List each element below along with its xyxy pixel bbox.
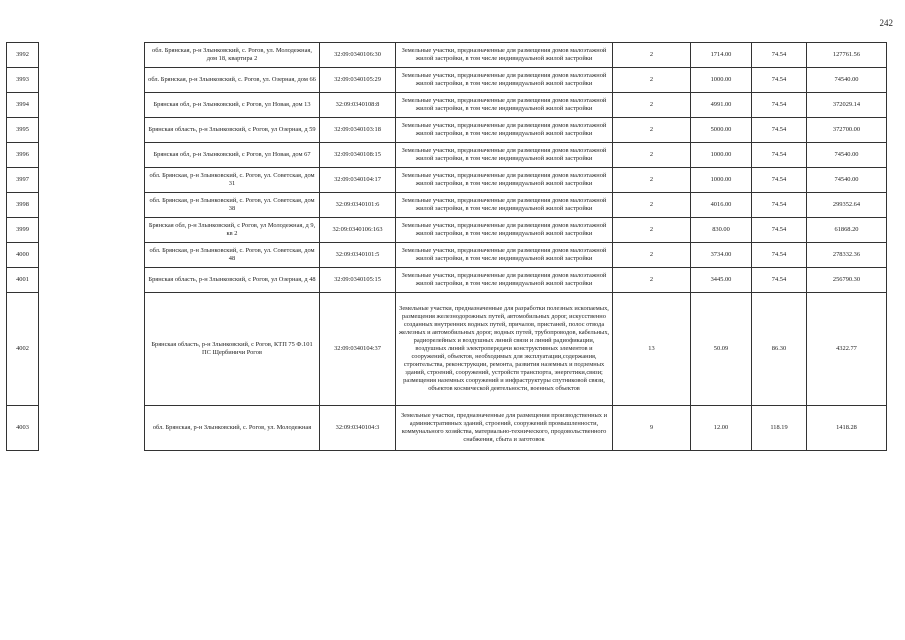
area-cell: 1000.00 [691,68,752,93]
cadastral-value-cell: 1418.28 [807,406,887,451]
cadastral-value-cell: 74540.00 [807,68,887,93]
row-number: 3999 [7,218,39,243]
land-use-cell: Земельные участки, предназначенные для размещения домов малоэтажной жилой застройки, в том числе индивидуальной жилой застройки [396,193,613,218]
area-cell: 830.00 [691,218,752,243]
land-use-cell: Земельные участки, предназначенные для размещения домов малоэтажной жилой застройки, в том числе индивидуальной жилой застройки [396,218,613,243]
gap [39,243,145,268]
area-cell: 1000.00 [691,168,752,193]
table-row [7,143,887,168]
cadastral-value-cell: 4322.77 [807,293,887,406]
address-cell: Брянская область, р-н Злынковский, с Рогов, ул Озерная, д 48 [145,268,320,293]
area-cell: 50.09 [691,293,752,406]
specific-value-cell: 74.54 [752,118,807,143]
address-cell: обл. Брянская, р-н Злынковский, с. Рогов, ул. Советская, дом 31 [145,168,320,193]
land-use-cell: Земельные участки, предназначенные для размещения домов малоэтажной жилой застройки, в том числе индивидуальной жилой застройки [396,118,613,143]
address-cell: Брянская обл, р-н Злынковский, с Рогов, ул Новая, дом 67 [145,143,320,168]
gap [39,93,145,118]
specific-value-cell: 74.54 [752,218,807,243]
table-row [7,43,887,68]
table-row [7,118,887,143]
gap [39,118,145,143]
address-cell: обл. Брянская, р-н Злынковский, с. Рогов, ул. Советская, дом 48 [145,243,320,268]
land-use-cell: Земельные участки, предназначенные для размещения домов малоэтажной жилой застройки, в том числе индивидуальной жилой застройки [396,68,613,93]
table-row [7,168,887,193]
gap [39,193,145,218]
row-number: 4002 [7,293,39,406]
row-number: 4000 [7,243,39,268]
table-row [7,406,887,451]
land-use-cell: Земельные участки, предназначенные для размещения домов малоэтажной жилой застройки, в том числе индивидуальной жилой застройки [396,143,613,168]
table-row [7,68,887,93]
specific-value-cell: 118.19 [752,406,807,451]
address-cell: обл. Брянская, р-н Злынковский, с. Рогов, ул. Озерная, дом 66 [145,68,320,93]
address-cell: Брянская обл, р-н Злынковский, с Рогов, ул Новая, дом 13 [145,93,320,118]
specific-value-cell: 74.54 [752,143,807,168]
cadastral-value-cell: 278332.36 [807,243,887,268]
cadastral-value-cell: 74540.00 [807,143,887,168]
land-use-cell: Земельные участки, предназначенные для размещения домов малоэтажной жилой застройки, в том числе индивидуальной жилой застройки [396,243,613,268]
address-cell: Брянская область, р-н Злынковский, с Рогов, ул Озерная, д 59 [145,118,320,143]
area-cell: 3734.00 [691,243,752,268]
cadastral-value-cell: 127761.56 [807,43,887,68]
group-cell: 2 [613,268,691,293]
land-use-cell: Земельные участки, предназначенные для разработки полезных ископаемых, размещения железнодорожных путей, автомобильных дорог, искусственно созданных внутренних водных путей, причалов, пристаней, полос отвода железных и автомобильных дорог, водных путей, трубопроводов, кабельных, радиорелейных и воздушных линий связи и линий радиофикации, воздушных линий электропередачи конструктивных элементов и сооружений, объектов, необходимых для эксплуатации,содержания, строительства, реконструкции, ремонта, развития наземных и подземных зданий, строений, сооружений, устройств транспорта, энергетики,связи; размещения наземных сооружений и инфраструктуры спутниковой связи, объектов космической деятельности, военных объектов [396,293,613,406]
cadastral-number-cell: 32:09:0340105:15 [320,268,396,293]
cadastral-number-cell: 32:09:0340106:30 [320,43,396,68]
gap [39,406,145,451]
table-row [7,193,887,218]
specific-value-cell: 74.54 [752,268,807,293]
land-use-cell: Земельные участки, предназначенные для размещения домов малоэтажной жилой застройки, в том числе индивидуальной жилой застройки [396,268,613,293]
cadastral-value-cell: 256790.30 [807,268,887,293]
table-row [7,218,887,243]
land-use-cell: Земельные участки, предназначенные для размещения домов малоэтажной жилой застройки, в том числе индивидуальной жилой застройки [396,168,613,193]
row-number: 3993 [7,68,39,93]
row-number: 3997 [7,168,39,193]
group-cell: 2 [613,43,691,68]
gap [39,293,145,406]
cadastral-value-cell: 372700.00 [807,118,887,143]
row-number: 3996 [7,143,39,168]
table-row [7,93,887,118]
row-number: 3998 [7,193,39,218]
land-use-cell: Земельные участки, предназначенные для размещения домов малоэтажной жилой застройки, в том числе индивидуальной жилой застройки [396,43,613,68]
table-row [7,243,887,268]
group-cell: 2 [613,193,691,218]
specific-value-cell: 74.54 [752,43,807,68]
specific-value-cell: 86.30 [752,293,807,406]
group-cell: 2 [613,218,691,243]
address-cell: обл. Брянская, р-н Злынковский, с. Рогов, ул. Молодежная, дом 18, квартира 2 [145,43,320,68]
address-cell: Брянская обл, р-н Злынковский, с Рогов, ул Молодежная, д 9, кв 2 [145,218,320,243]
cadastral-number-cell: 32:09:0340108:15 [320,143,396,168]
page-number: 242 [879,18,893,28]
gap [39,218,145,243]
cadastral-value-cell: 299352.64 [807,193,887,218]
cadastral-number-cell: 32:09:0340108:8 [320,93,396,118]
specific-value-cell: 74.54 [752,68,807,93]
area-cell: 4016.00 [691,193,752,218]
group-cell: 13 [613,293,691,406]
cadastral-number-cell: 32:09:0340104:17 [320,168,396,193]
table-row [7,293,887,406]
area-cell: 3445.00 [691,268,752,293]
cadastral-number-cell: 32:09:0340104:3 [320,406,396,451]
cadastral-value-cell: 372029.14 [807,93,887,118]
specific-value-cell: 74.54 [752,168,807,193]
group-cell: 2 [613,168,691,193]
group-cell: 2 [613,118,691,143]
land-use-cell: Земельные участки, предназначенные для размещения домов малоэтажной жилой застройки, в том числе индивидуальной жилой застройки [396,93,613,118]
gap [39,68,145,93]
group-cell: 2 [613,243,691,268]
address-cell: обл. Брянская, р-н Злынковский, с. Рогов, ул. Советская, дом 38 [145,193,320,218]
gap [39,168,145,193]
cadastral-number-cell: 32:09:0340105:29 [320,68,396,93]
row-number: 4001 [7,268,39,293]
cadastral-number-cell: 32:09:0340103:18 [320,118,396,143]
area-cell: 1714.00 [691,43,752,68]
gap [39,143,145,168]
specific-value-cell: 74.54 [752,93,807,118]
cadastral-value-cell: 74540.00 [807,168,887,193]
specific-value-cell: 74.54 [752,243,807,268]
cadastral-value-cell: 61868.20 [807,218,887,243]
address-cell: Брянская область, р-н Злынковский, с Рогов, КТП 75 Ф.101 ПС Щербиничи Рогов [145,293,320,406]
cadastral-number-cell: 32:09:0340101:5 [320,243,396,268]
group-cell: 2 [613,68,691,93]
group-cell: 2 [613,93,691,118]
cadastral-value-table [6,42,887,451]
table-row [7,268,887,293]
specific-value-cell: 74.54 [752,193,807,218]
gap [39,268,145,293]
area-cell: 5000.00 [691,118,752,143]
row-number: 3994 [7,93,39,118]
area-cell: 1000.00 [691,143,752,168]
cadastral-number-cell: 32:09:0340106:163 [320,218,396,243]
row-number: 3995 [7,118,39,143]
row-number: 4003 [7,406,39,451]
address-cell: обл. Брянская, р-н Злынковский, с. Рогов, ул. Молодежная [145,406,320,451]
row-number: 3992 [7,43,39,68]
area-cell: 4991.00 [691,93,752,118]
land-use-cell: Земельные участки, предназначенные для размещения производственных и административных зданий, строений, сооружений промышленности, коммунального хозяйства, материально-технического, продовольственного снабжения, сбыта и заготовок [396,406,613,451]
gap [39,43,145,68]
cadastral-number-cell: 32:09:0340101:6 [320,193,396,218]
group-cell: 2 [613,143,691,168]
cadastral-number-cell: 32:09:0340104:37 [320,293,396,406]
group-cell: 9 [613,406,691,451]
area-cell: 12.00 [691,406,752,451]
